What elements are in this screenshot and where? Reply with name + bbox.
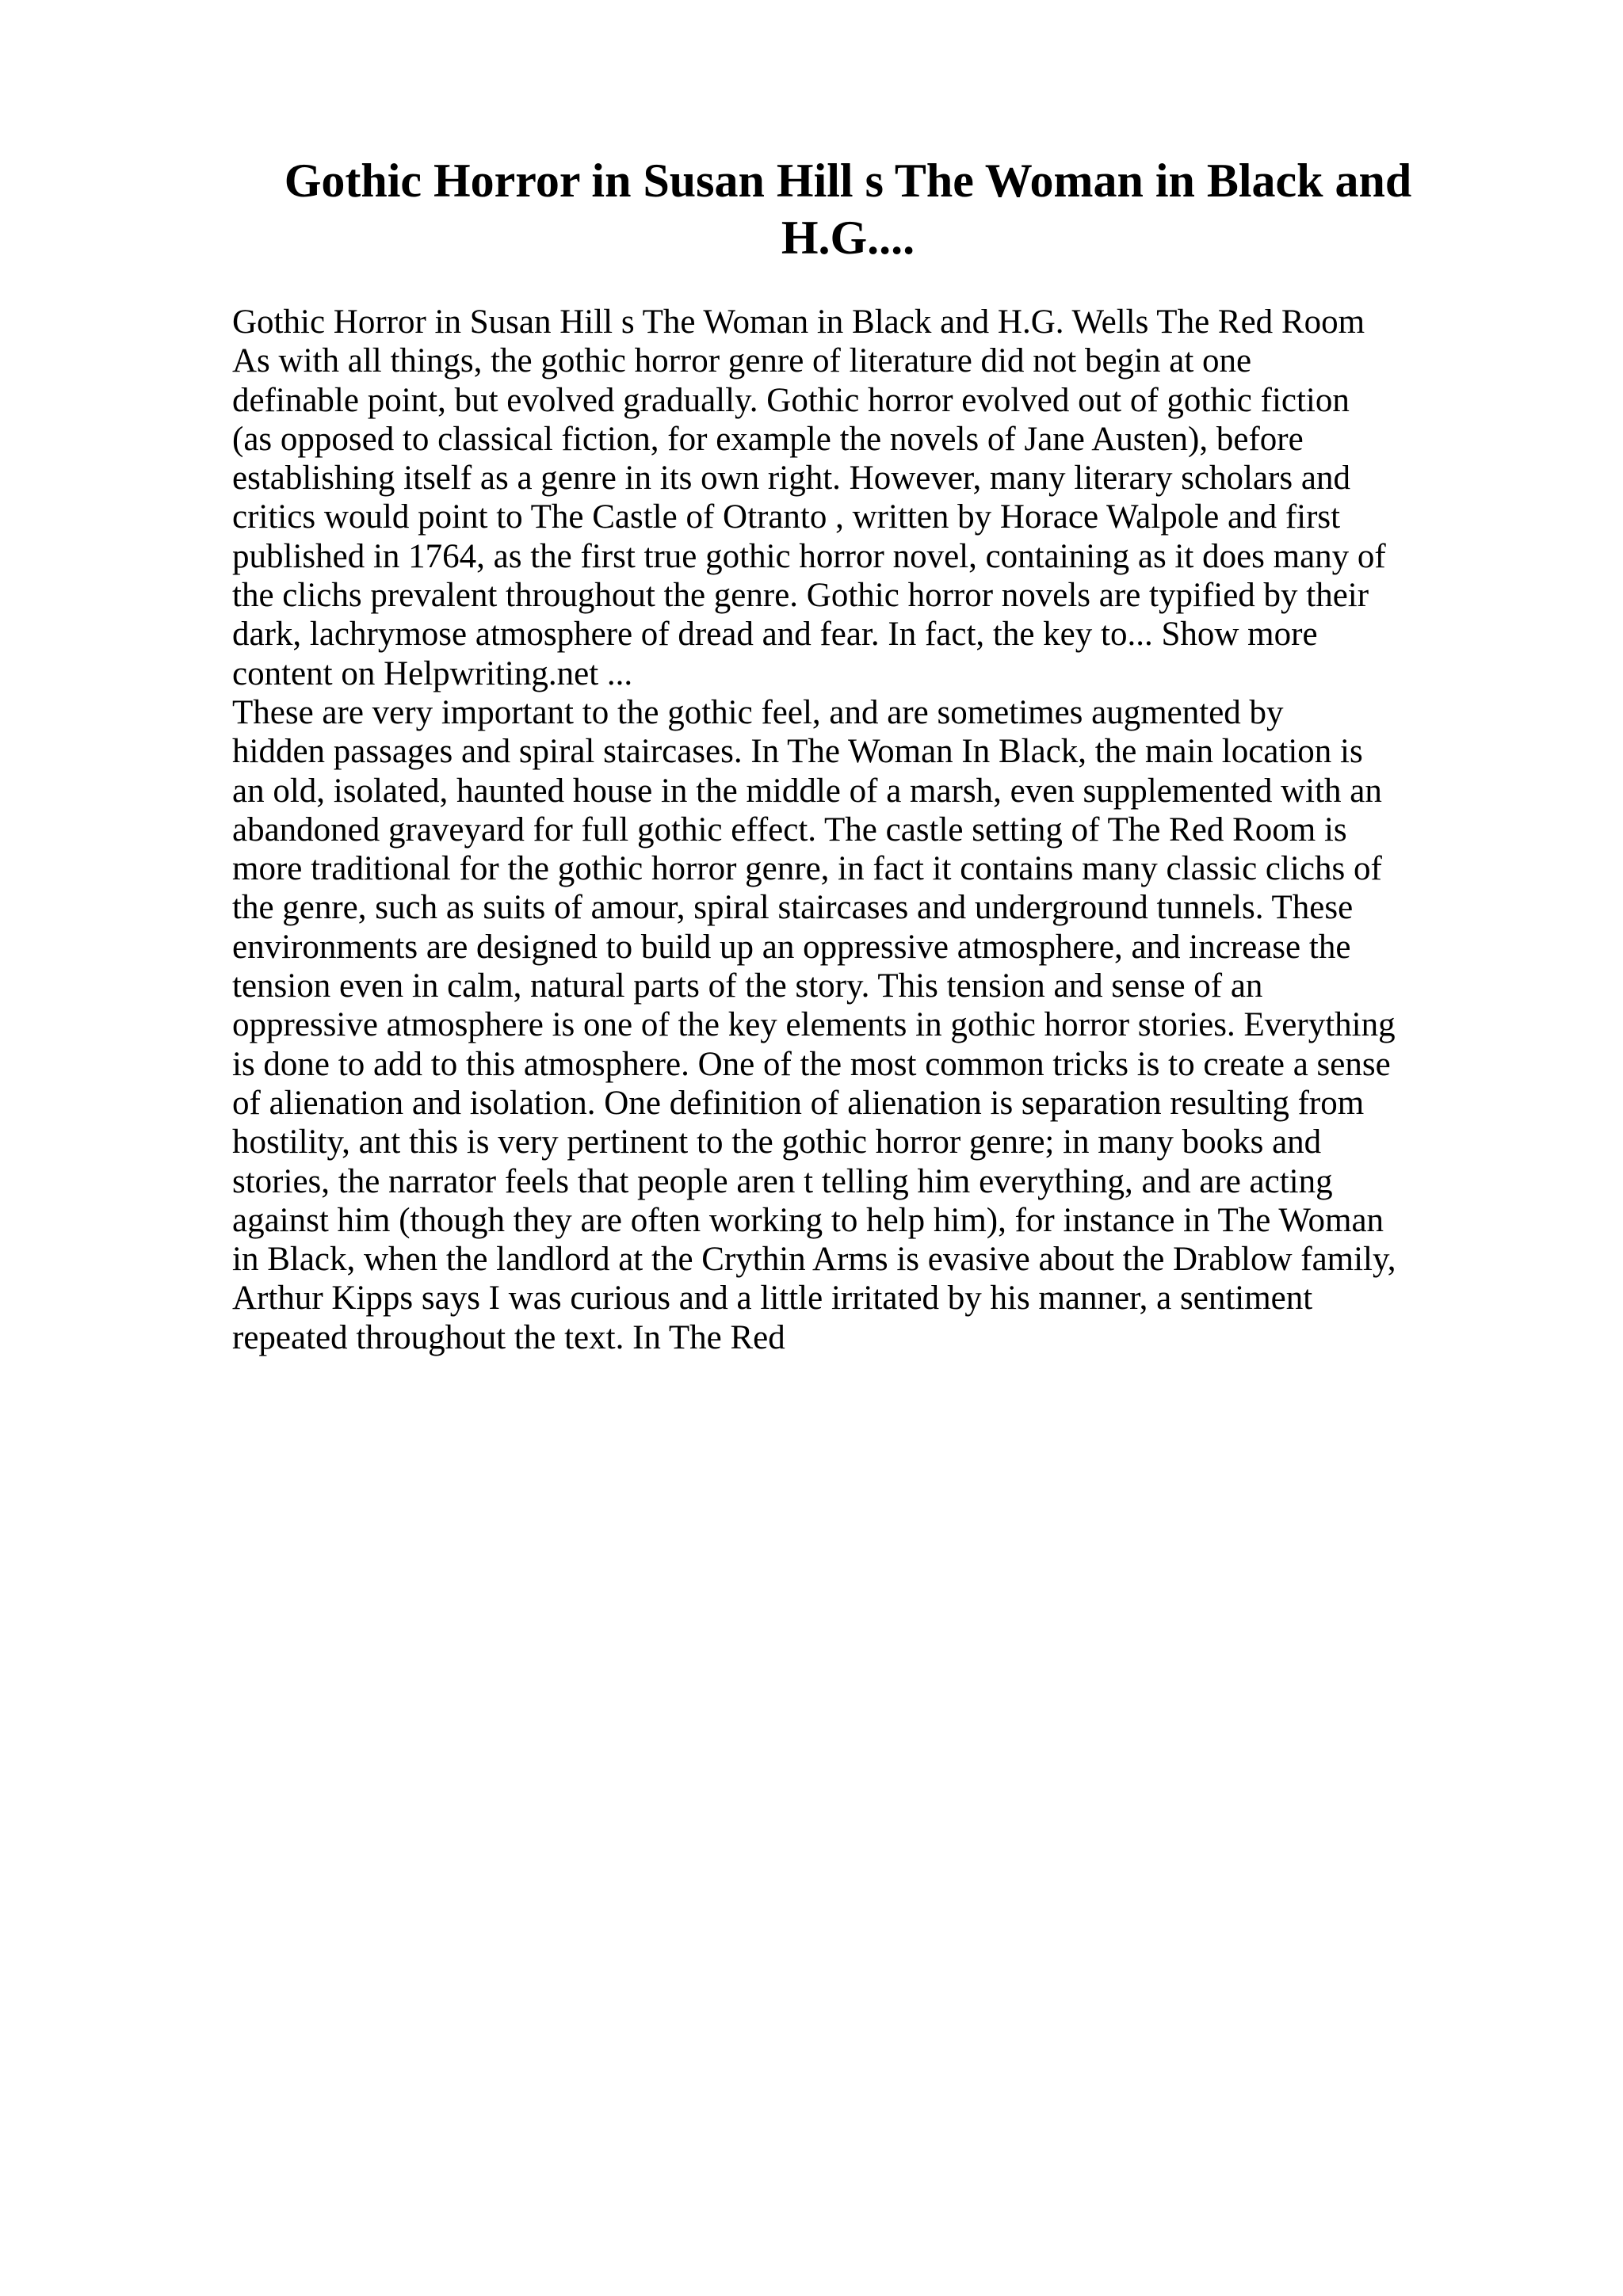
text-line: published in 1764, as the first true gothic horror novel, containing as it does many of	[232, 537, 1386, 575]
text-line: of alienation and isolation. One definition of alienation is separation resulting from	[232, 1084, 1365, 1122]
text-line: the genre, such as suits of amour, spiral staircases and underground tunnels. These	[232, 889, 1354, 927]
text-line: abandoned graveyard for full gothic effect. The castle setting of The Red Room is	[232, 810, 1347, 849]
text-line: hidden passages and spiral staircases. In The Woman In Black, the main location is	[232, 733, 1363, 771]
text-line: critics would point to The Castle of Otranto , written by Horace Walpole and first	[232, 498, 1341, 536]
text-line: tension even in calm, natural parts of the story. This tension and sense of an	[232, 967, 1263, 1005]
text-line: more traditional for the gothic horror genre, in fact it contains many classic clichs of	[232, 850, 1382, 888]
text-line: in Black, when the landlord at the Crythin Arms is evasive about the Drablow family,	[232, 1241, 1396, 1279]
text-line: definable point, but evolved gradually. Gothic horror evolved out of gothic fiction	[232, 381, 1350, 419]
text-line: an old, isolated, haunted house in the middle of a marsh, even supplemented with an	[232, 772, 1382, 810]
title-line: H.G....	[781, 212, 915, 264]
paragraph-intro	[232, 303, 1516, 693]
text-line: These are very important to the gothic feel, and are sometimes augmented by	[232, 693, 1284, 731]
text-line: Gothic Horror in Susan Hill s The Woman in Black and H.G. Wells The Red Room	[232, 303, 1365, 341]
text-line: stories, the narrator feels that people aren t telling him everything, and are acting	[232, 1162, 1333, 1200]
text-line: content on Helpwriting.net ...	[232, 654, 633, 692]
text-line: oppressive atmosphere is one of the key elements in gothic horror stories. Everything	[232, 1006, 1396, 1044]
text-line: As with all things, the gothic horror genre of literature did not begin at one	[232, 342, 1252, 380]
text-line: against him (though they are often working to help him), for instance in The Woman	[232, 1201, 1384, 1239]
text-line: repeated throughout the text. In The Red	[232, 1318, 785, 1356]
text-line: establishing itself as a genre in its own right. However, many literary scholars and	[232, 460, 1350, 498]
paragraph-body	[232, 693, 1516, 1357]
text-line: environments are designed to build up an oppressive atmosphere, and increase the	[232, 928, 1351, 966]
title-line: Gothic Horror in Susan Hill s The Woman in Black and	[284, 154, 1412, 207]
document-title	[230, 152, 1466, 266]
text-line: is done to add to this atmosphere. One of the most common tricks is to create a sense	[232, 1045, 1391, 1083]
text-line: dark, lachrymose atmosphere of dread and fear. In fact, the key to... Show more	[232, 616, 1318, 654]
text-line: (as opposed to classical fiction, for example the novels of Jane Austen), before	[232, 420, 1304, 458]
document-body	[232, 303, 1516, 1357]
text-line: the clichs prevalent throughout the genre. Gothic horror novels are typified by their	[232, 577, 1369, 615]
text-line: Arthur Kipps says I was curious and a little irritated by his manner, a sentiment	[232, 1280, 1313, 1318]
text-line: hostility, ant this is very pertinent to the gothic horror genre; in many books and	[232, 1123, 1322, 1161]
